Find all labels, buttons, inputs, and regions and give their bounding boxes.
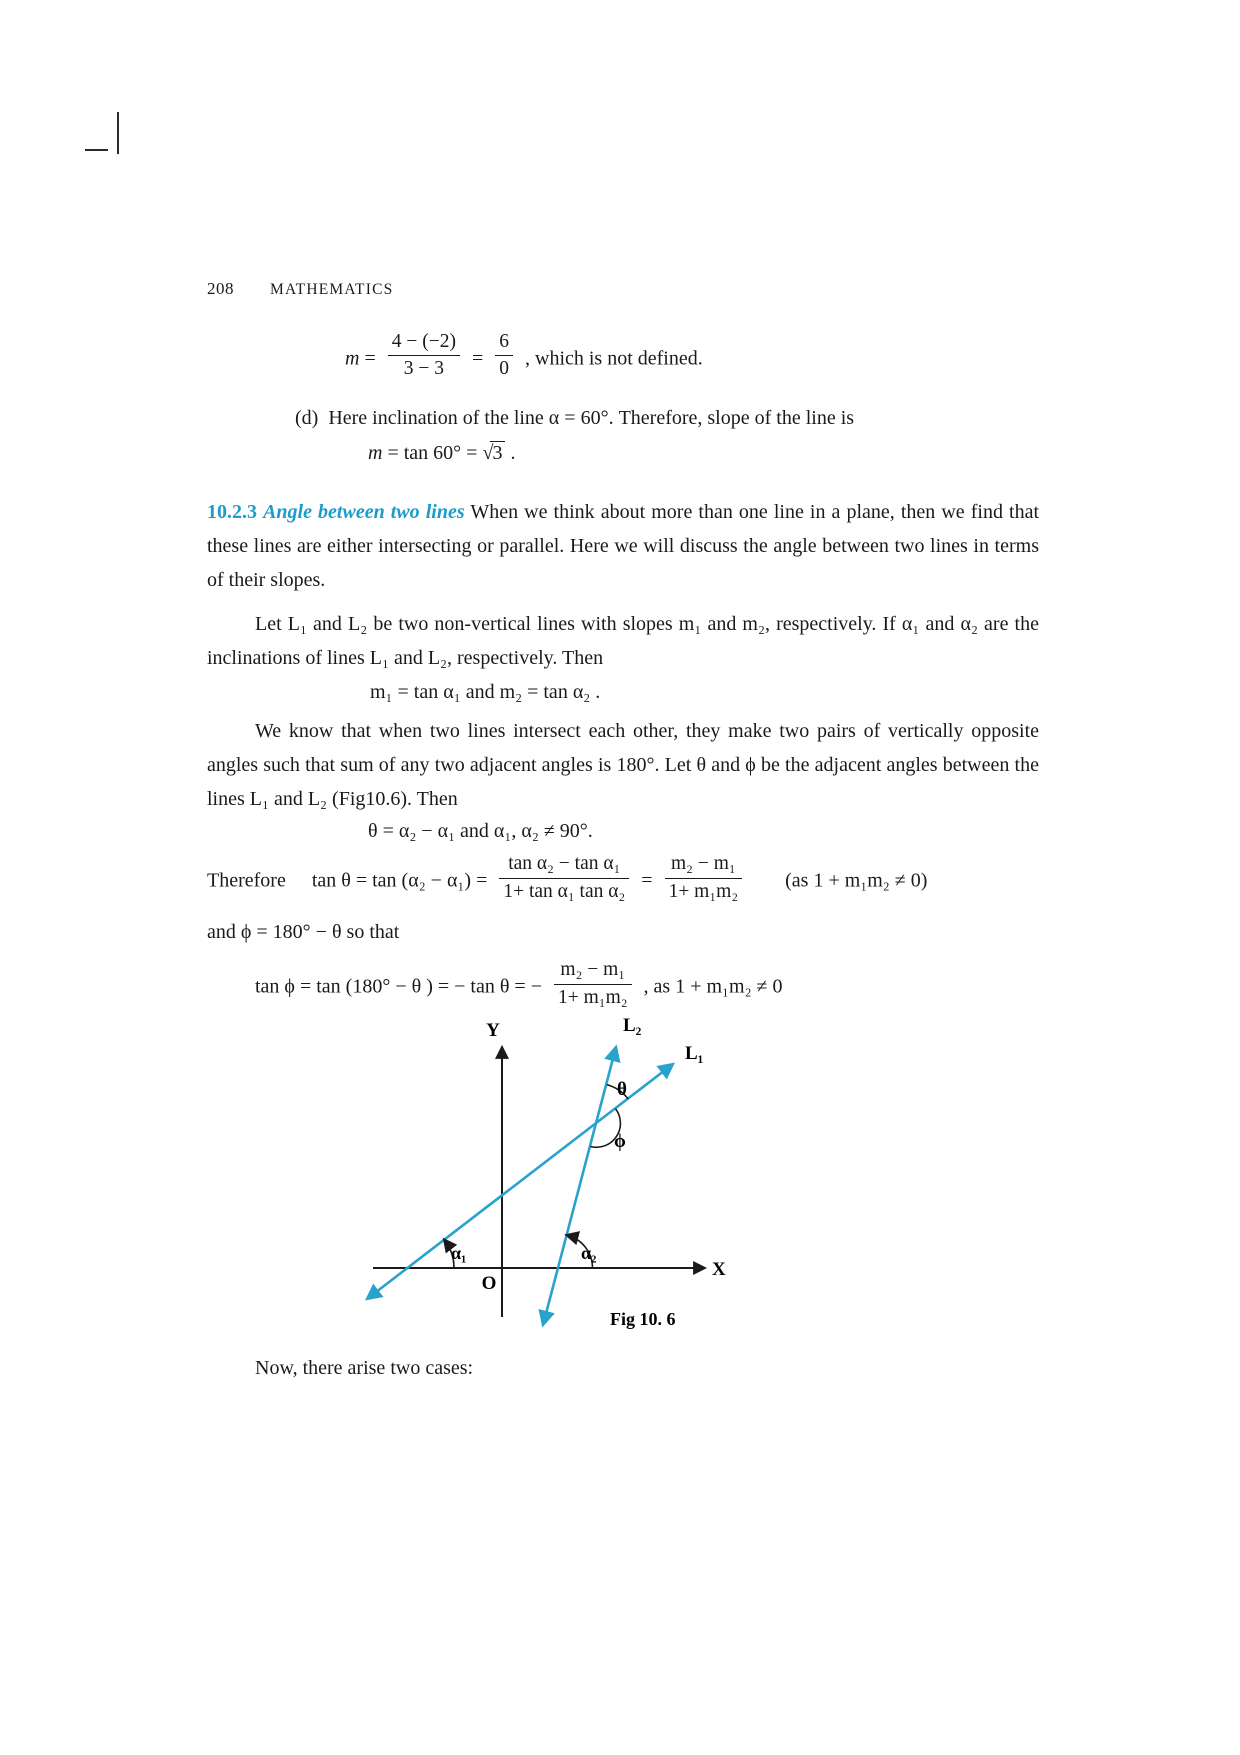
- item-d-label: (d): [295, 406, 319, 429]
- radical-sign: √: [482, 442, 494, 465]
- math-text: tan ϕ = tan (180° − θ ) = − tan θ = −: [255, 975, 542, 998]
- line-label-l2: L₂: [623, 1014, 642, 1036]
- axis-label-x: X: [712, 1258, 726, 1280]
- equation-tan-theta: [207, 855, 1039, 907]
- phi-label: ϕ: [614, 1130, 626, 1152]
- equation-m1-m2: m₁ = tan α₁ and m₂ = tan α₂ .: [370, 681, 601, 704]
- math-rel: =: [476, 869, 488, 892]
- math-text: Therefore: [207, 869, 286, 892]
- paragraph-we-know: We know that when two lines intersect each other, they make two pairs of vertically opposite angles such that sum of any two adjacent angles is 180°. Let θ and ϕ be the adjacent angles between the lines L₁ and L₂ (Fig10.6). Then: [207, 720, 1039, 811]
- section-body-text: When we think about more than one line in a plane, then we find that these lines are either intersecting or parallel. Here we will discuss the angle between two lines in terms of their slopes.: [207, 501, 1040, 592]
- item-d-text: Here inclination of the line α = 60°. Therefore, slope of the line is: [328, 406, 855, 429]
- fraction-numerator: m₂ − m₁: [560, 959, 626, 981]
- math-rel: = tan 60° =: [387, 441, 478, 464]
- origin-label: O: [481, 1272, 497, 1294]
- fraction: [665, 852, 743, 904]
- crop-mark-horizontal: [85, 149, 108, 151]
- square-root: [482, 442, 510, 464]
- alpha1-label: α₁: [451, 1242, 467, 1263]
- crop-mark-vertical: [117, 112, 119, 154]
- figure-caption: Fig 10. 6: [610, 1308, 676, 1329]
- math-var-m: m: [345, 347, 360, 370]
- equation-tan60: [368, 441, 1039, 465]
- fraction-denominator: 1+ m₁m₂: [554, 984, 632, 1010]
- math-rel: =: [364, 347, 376, 370]
- section-title: Angle between two lines: [263, 501, 465, 524]
- math-text: .: [510, 441, 516, 464]
- fraction-numerator: 6: [499, 331, 509, 352]
- figure-10-6: [355, 1015, 1039, 1351]
- figure-10-6-svg: [355, 1015, 775, 1340]
- line-l1: [367, 1064, 673, 1299]
- fraction: [499, 852, 629, 904]
- fraction-denominator: 0: [495, 355, 513, 381]
- equation-theta-alpha: θ = α₂ − α₁ and α₁, α₂ ≠ 90°.: [368, 820, 593, 843]
- math-condition: , as 1 + m₁m₂ ≠ 0: [643, 975, 783, 998]
- math-rel: =: [641, 869, 653, 892]
- axis-label-y: Y: [486, 1019, 500, 1041]
- math-var-m: m: [368, 441, 383, 464]
- section-paragraph: [207, 495, 1039, 597]
- fraction-denominator: 1+ m₁m₂: [665, 878, 743, 904]
- section-number: 10.2.3: [207, 501, 257, 524]
- fraction: [495, 330, 513, 382]
- paragraph-and-phi: and ϕ = 180° − θ so that: [207, 921, 400, 944]
- paragraph-two-cases: Now, there arise two cases:: [255, 1356, 474, 1379]
- paragraph-let-lines: Let L₁ and L₂ be two non-vertical lines with slopes m₁ and m₂, respectively. If α₁ and α₂ are the inclinations of lines L₁ and L₂, respectively. Then: [207, 613, 1039, 670]
- alpha2-label: α₂: [581, 1242, 597, 1263]
- equation-tan-phi: [255, 961, 1039, 1013]
- fraction: [388, 330, 460, 382]
- fraction-numerator: m₂ − m₁: [671, 853, 736, 875]
- equation-slope-undefined: [345, 333, 1039, 385]
- book-title: MATHEMATICS: [270, 281, 394, 298]
- math-rel: =: [471, 347, 484, 370]
- fraction-numerator: 4 − (−2): [391, 331, 456, 352]
- radicand: 3: [490, 441, 505, 464]
- fraction-denominator: 3 − 3: [388, 355, 460, 381]
- math-text: , which is not defined.: [525, 347, 703, 370]
- math-condition: (as 1 + m₁m₂ ≠ 0): [785, 869, 928, 892]
- line-label-l1: L₁: [685, 1042, 704, 1064]
- page-number: 208: [207, 279, 234, 298]
- page-content: [207, 272, 1039, 1385]
- line-l2: [543, 1047, 616, 1325]
- running-head: [207, 272, 1039, 307]
- theta-label: θ: [617, 1078, 627, 1100]
- item-d: [295, 401, 1039, 435]
- fraction: [554, 958, 632, 1010]
- math-text: tan θ = tan (α₂ − α₁): [311, 869, 472, 892]
- fraction-numerator: tan α₂ − tan α₁: [508, 853, 621, 875]
- fraction-denominator: 1+ tan α₁ tan α₂: [499, 878, 629, 904]
